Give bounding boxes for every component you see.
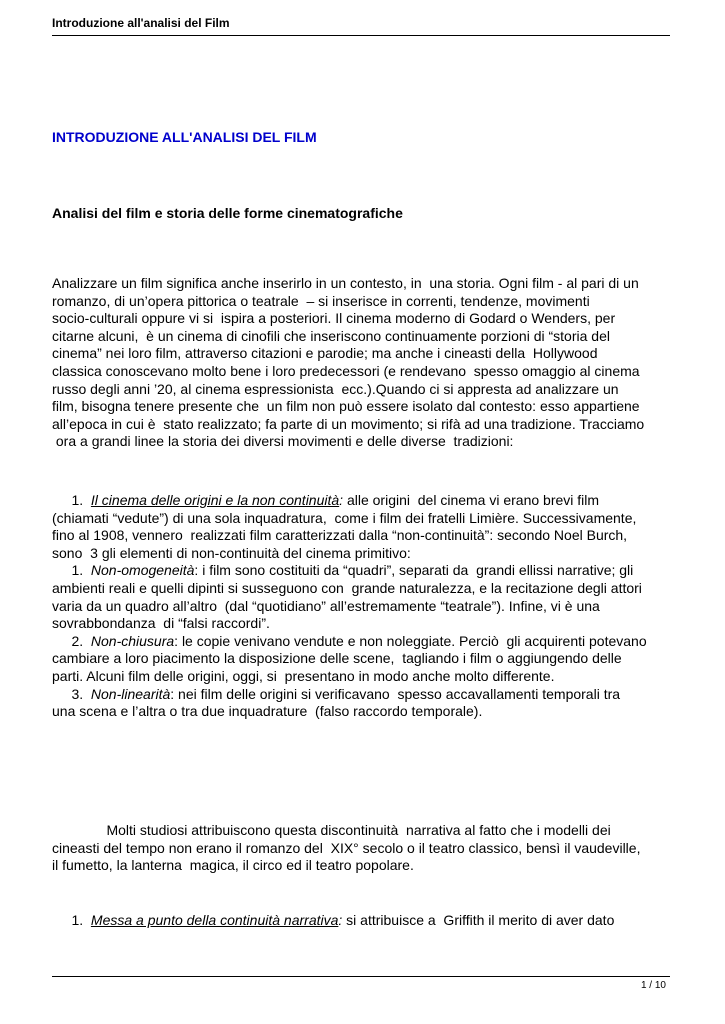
- paragraph-line: all’epoca in cui è stato realizzato; fa parte di un movimento; si rifà ad una tradizione. Tracciamo: [52, 415, 645, 432]
- list-item-colon: :: [338, 912, 343, 928]
- list-number: 1.: [52, 562, 91, 579]
- paragraph-line: cambiare a loro piacimento la disposizione delle scene, tagliando i film o aggiungendo delle: [52, 650, 622, 667]
- list-number: 1.: [52, 912, 91, 928]
- footer-divider: [52, 976, 670, 977]
- sublist-item-text: : nei film delle origini si verificavano spesso accavallamenti temporali tra: [170, 685, 621, 702]
- sublist-item-title: Non-chiusura: [90, 632, 175, 649]
- list-item-1-line: [52, 912, 682, 930]
- page-header: [52, 15, 670, 36]
- sublist-item-3-line: [52, 686, 682, 704]
- paragraph-line: fino al 1908, vennero realizzati film caratterizzati dalla “non-continuità”: secondo Noel Burch,: [52, 527, 628, 544]
- paragraph-line: romanzo, di un’opera pittorica o teatrale – si inserisce in correnti, tendenze, movimenti: [52, 292, 590, 309]
- paragraph-line: ambienti reali e quelli dipinti si susseguono con grande naturalezza, e la recitazione degli attori: [52, 579, 642, 596]
- sublist-item-text: : le copie venivano vendute e non noleggiate. Perciò gli acquirenti potevano: [174, 632, 647, 649]
- discontinuity-paragraph: [52, 822, 682, 875]
- paragraph-line: sovrabbondanza di “falsi raccordi”.: [52, 615, 270, 632]
- list-item-text: alle origini del cinema vi erano brevi film: [343, 492, 600, 508]
- paragraph-line: cineasti del tempo non erano il romanzo del XIX° secolo o il teatro classico, bensì il vaudeville,: [52, 839, 641, 856]
- paragraph-line: una scena e l’altra o tra due inquadrature (falso raccordo temporale).: [52, 703, 483, 720]
- paragraph-line: classica conoscevano molto bene i loro predecessori (e rendevano spesso omaggio al cinema: [52, 362, 640, 379]
- paragraph-line: citarne alcuni, è un cinema di cinofili che inseriscono continuamente porzioni di “storia del: [52, 327, 610, 344]
- sublist-item-1-line: [52, 562, 682, 580]
- paragraph-line: (chiamati “vedute”) di una sola inquadratura, come i film dei fratelli Limière. Successivamente,: [52, 509, 637, 526]
- paragraph-line: socio-culturali oppure vi si ispira a posteriori. Il cinema moderno di Godard o Wenders, per: [52, 310, 616, 327]
- list-item-title: Il cinema delle origini e la non continuità: [90, 492, 340, 508]
- list-item-text: si attribuisce a Griffith il merito di aver dato: [342, 912, 615, 928]
- intro-paragraph: [52, 275, 682, 451]
- list-item-colon: :: [339, 492, 344, 508]
- paragraph-line: cinema” nei loro film, attraverso citazioni e parodie; ma anche i cineasti della Hollywood: [52, 345, 598, 362]
- sublist-item-2-line: [52, 633, 682, 651]
- paragraph-line: Molti studiosi attribuiscono questa discontinuità narrativa al fatto che i modelli dei: [52, 822, 611, 838]
- list-item-1-line: [52, 492, 682, 510]
- header-title: Introduzione all'analisi del Film: [52, 16, 230, 30]
- continuity-section: [52, 912, 682, 930]
- sublist-item-title: Non-omogeneità: [90, 562, 195, 579]
- sublist-item-text: : i film sono costituiti da “quadri”, separati da grandi ellissi narrative; gli: [194, 562, 634, 579]
- paragraph-line: Analizzare un film significa anche inserirlo in un contesto, in una storia. Ogni film - al pari di un: [52, 275, 639, 291]
- paragraph-line: ora a grandi linee la storia dei diversi movimenti e delle diverse tradizioni:: [52, 433, 514, 450]
- page-number: 1 / 10: [640, 980, 666, 991]
- list-number: 2.: [52, 632, 91, 649]
- paragraph-line: film, bisogna tenere presente che un film non può essere isolato dal contesto: esso appartiene: [52, 398, 640, 415]
- list-number: 3.: [52, 685, 91, 702]
- list-item-title: Messa a punto della continuità narrativa: [90, 912, 339, 928]
- document-title: INTRODUZIONE ALL'ANALISI DEL FILM: [52, 129, 317, 145]
- paragraph-line: russo degli anni ’20, al cinema espressionista ecc.).Quando ci si appresta ad analizzare un: [52, 380, 619, 397]
- paragraph-line: varia da un quadro all’altro (dal “quotidiano” all’estremamente “teatrale”). Infine, vi è una: [52, 597, 600, 614]
- paragraph-line: sono 3 gli elementi di non-continuità del cinema primitivo:: [52, 544, 411, 561]
- section-subtitle: Analisi del film e storia delle forme cinematografiche: [52, 205, 403, 221]
- sublist-item-title: Non-linearità: [90, 685, 171, 702]
- paragraph-line: parti. Alcuni film delle origini, oggi, si presentano in modo anche molto differente.: [52, 667, 555, 684]
- paragraph-line: il fumetto, la lanterna magica, il circo ed il teatro popolare.: [52, 857, 414, 874]
- origins-section: [52, 492, 682, 721]
- list-number: 1.: [52, 492, 91, 508]
